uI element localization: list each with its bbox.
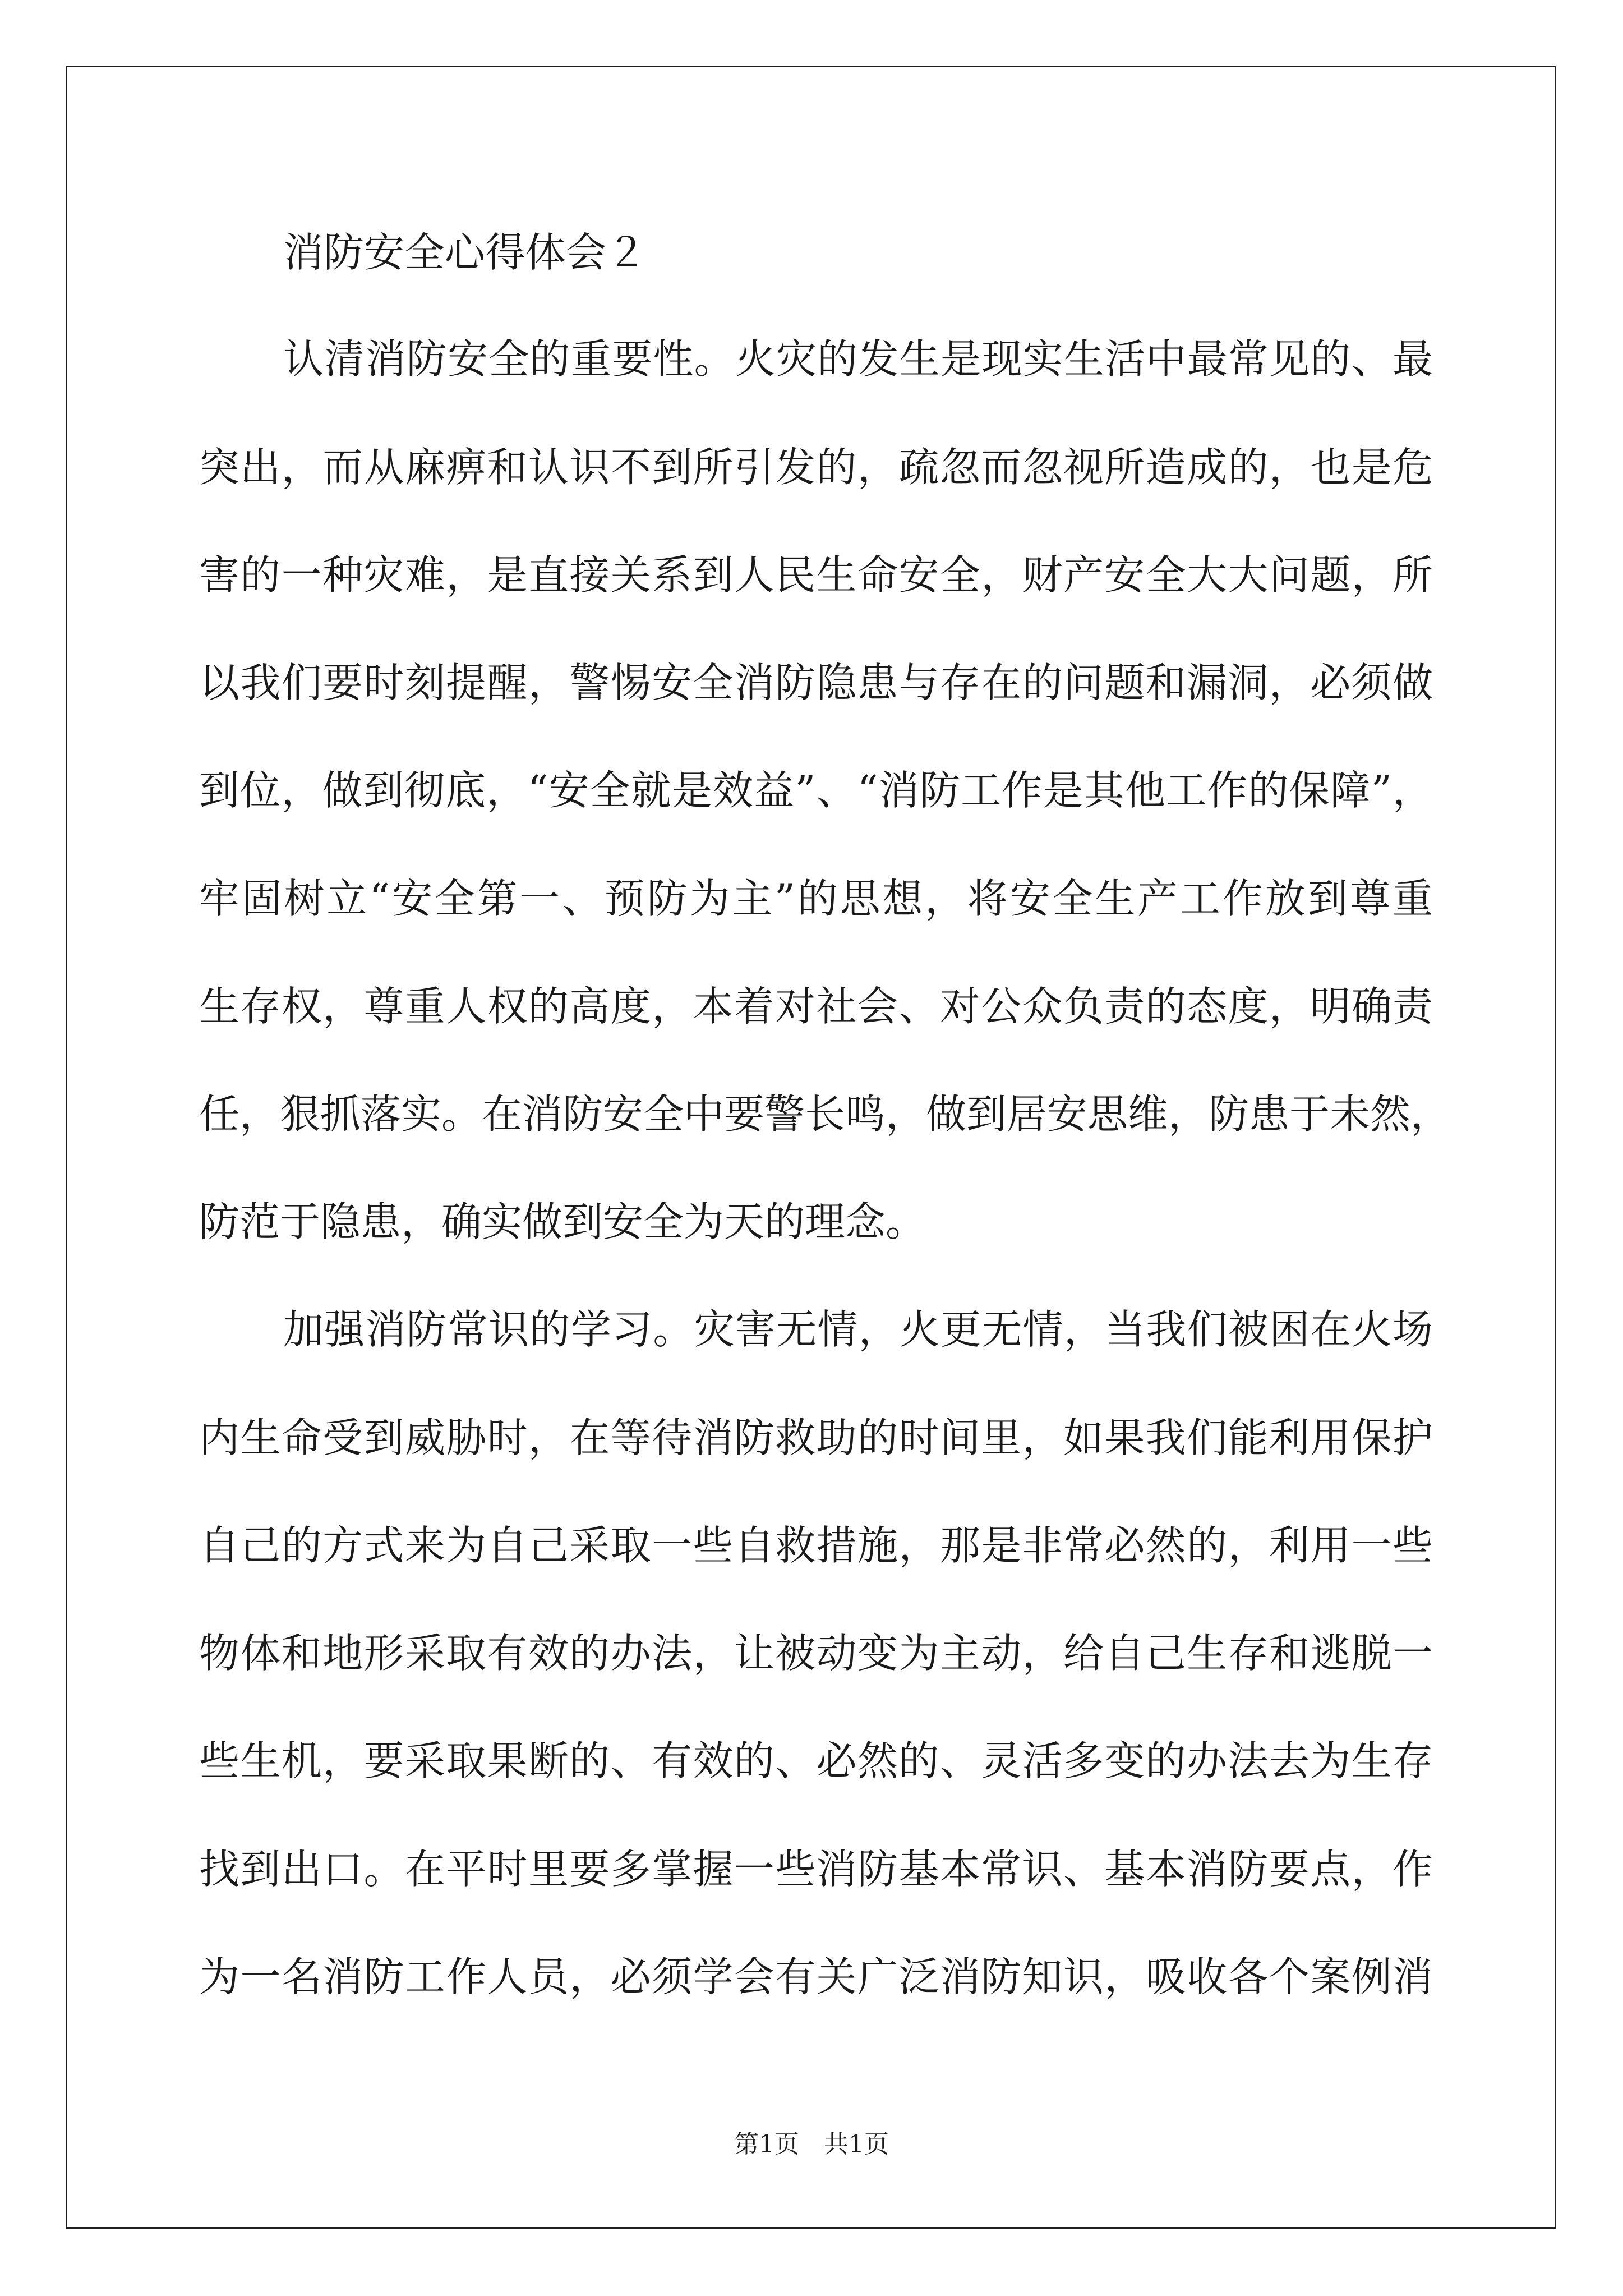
paragraph-1-line-9: 防范于隐患，确实做到安全为天的理念。 xyxy=(199,1198,926,1245)
paragraph-1-line-3: 害的一种灾难，是直接关系到人民生命安全，财产安全大大问题，所 xyxy=(199,551,1433,599)
paragraph-1-line-1: 认清消防安全的重要性。火灾的发生是现实生活中最常见的、最 xyxy=(283,335,1433,383)
paragraph-2-line-7: 为一名消防工作人员，必须学会有关广泛消防知识，吸收各个案例消 xyxy=(199,1953,1433,2000)
paragraph-2-line-3: 自己的方式来为自己采取一些自救措施，那是非常必然的，利用一些 xyxy=(199,1522,1433,1569)
paragraph-2-line-1: 加强消防常识的学习。灾害无情，火更无情，当我们被困在火场 xyxy=(283,1306,1433,1353)
paragraph-1-line-4: 以我们要时刻提醒，警惕安全消防隐患与存在的问题和漏洞，必须做 xyxy=(199,659,1433,706)
paragraph-2-line-5: 些生机，要采取果断的、有效的、必然的、灵活多变的办法去为生存 xyxy=(199,1737,1433,1784)
paragraph-1-line-6: 牢固树立“安全第一、预防为主”的思想，将安全生产工作放到尊重 xyxy=(199,875,1433,922)
paragraph-1-line-7: 生存权，尊重人权的高度，本着对社会、对公众负责的态度，明确责 xyxy=(199,983,1433,1030)
document-title: 消防安全心得体会２ xyxy=(283,229,647,276)
page-border xyxy=(66,66,1556,2229)
paragraph-2-line-2: 内生命受到威胁时，在等待消防救助的时间里，如果我们能利用保护 xyxy=(199,1414,1433,1461)
paragraph-1-line-8: 任，狠抓落实。在消防安全中要警长鸣，做到居安思维，防患于未然， xyxy=(199,1091,1451,1138)
paragraph-1-line-5: 到位，做到彻底，“安全就是效益”、“消防工作是其他工作的保障”， xyxy=(199,767,1433,814)
page-footer: 第1页 共1页 xyxy=(734,2130,889,2159)
paragraph-1-line-2: 突出，而从麻痹和认识不到所引发的，疏忽而忽视所造成的，也是危 xyxy=(199,444,1433,491)
paragraph-2-line-6: 找到出口。在平时里要多掌握一些消防基本常识、基本消防要点，作 xyxy=(199,1846,1433,1893)
paragraph-2-line-4: 物体和地形采取有效的办法，让被动变为主动，给自己生存和逃脱一 xyxy=(199,1630,1433,1677)
